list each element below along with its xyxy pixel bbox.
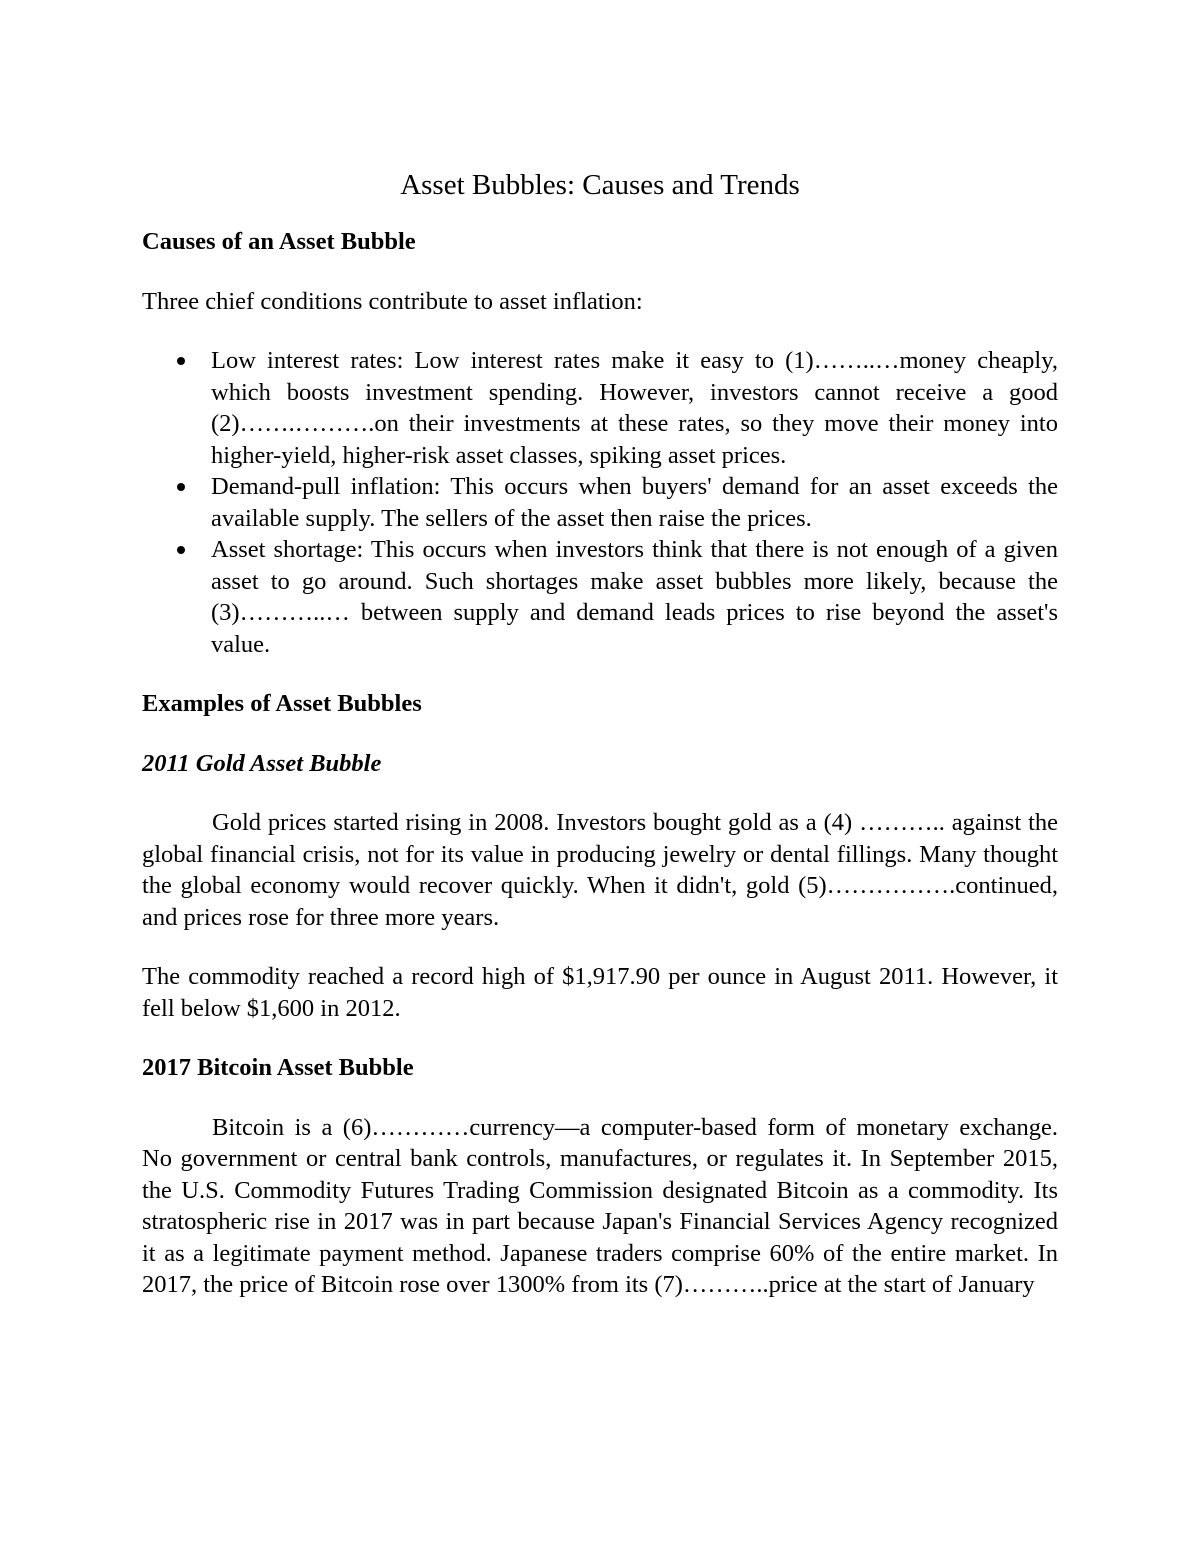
section-heading-causes: Causes of an Asset Bubble: [142, 228, 416, 255]
bullet-icon: [177, 546, 185, 554]
list-item-text: Demand-pull inflation: This occurs when buyers' demand for an asset exceeds the available supply. The sellers of the asset then raise the prices.: [211, 473, 1058, 532]
bitcoin-paragraph-1: Bitcoin is a (6)…………currency—a computer-based form of monetary exchange. No government or central bank controls, manufactures, or regulates it. In September 2015, the U.S. Commodity Futures Trading Commission designated Bitcoin as a commodity. Its stratospheric rise in 2017 was in part because Japan's Financial Services Agency recognized it as a legitimate payment method. Japanese traders comprise 60% of the entire market. In 2017, the price of Bitcoin rose over 1300% from its (7)………..price at the start of January: [142, 1113, 1058, 1298]
list-item: [142, 534, 1058, 660]
subheading-gold: 2011 Gold Asset Bubble: [142, 749, 382, 777]
gold-paragraph-1: Gold prices started rising in 2008. Investors bought gold as a (4) ……….. against the global financial crisis, not for its value in producing jewelry or dental fillings. Many thought the global economy would recover quickly. When it didn't, gold (5)…………….continued, and prices rose for three more years.: [142, 809, 1058, 931]
bullet-icon: [177, 483, 185, 491]
list-item: [142, 345, 1058, 471]
list-item-text: Low interest rates: Low interest rates make it easy to (1)……..…money cheaply, which boosts investment spending. However, investors cannot receive a good (2)…….……….on their investments at these rates, so they move their money into higher-yield, higher-risk asset classes, spiking asset prices.: [211, 347, 1058, 469]
document-body: [142, 166, 1058, 1329]
intro-paragraph: Three chief conditions contribute to asset inflation:: [142, 287, 643, 315]
list-item-text: Asset shortage: This occurs when investors think that there is not enough of a given asset to go around. Such shortages make asset bubbles more likely, because the (3)………..… between supply and demand leads prices to rise beyond the asset's value.: [211, 536, 1058, 658]
subheading-bitcoin: 2017 Bitcoin Asset Bubble: [142, 1054, 414, 1081]
section-heading-examples: Examples of Asset Bubbles: [142, 690, 422, 717]
bullet-icon: [177, 357, 185, 365]
causes-list: [142, 345, 1058, 660]
gold-paragraph-2: The commodity reached a record high of $1,917.90 per ounce in August 2011. However, it fell below $1,600 in 2012.: [142, 963, 1058, 1022]
document-title: Asset Bubbles: Causes and Trends: [400, 169, 800, 201]
list-item: [142, 471, 1058, 534]
